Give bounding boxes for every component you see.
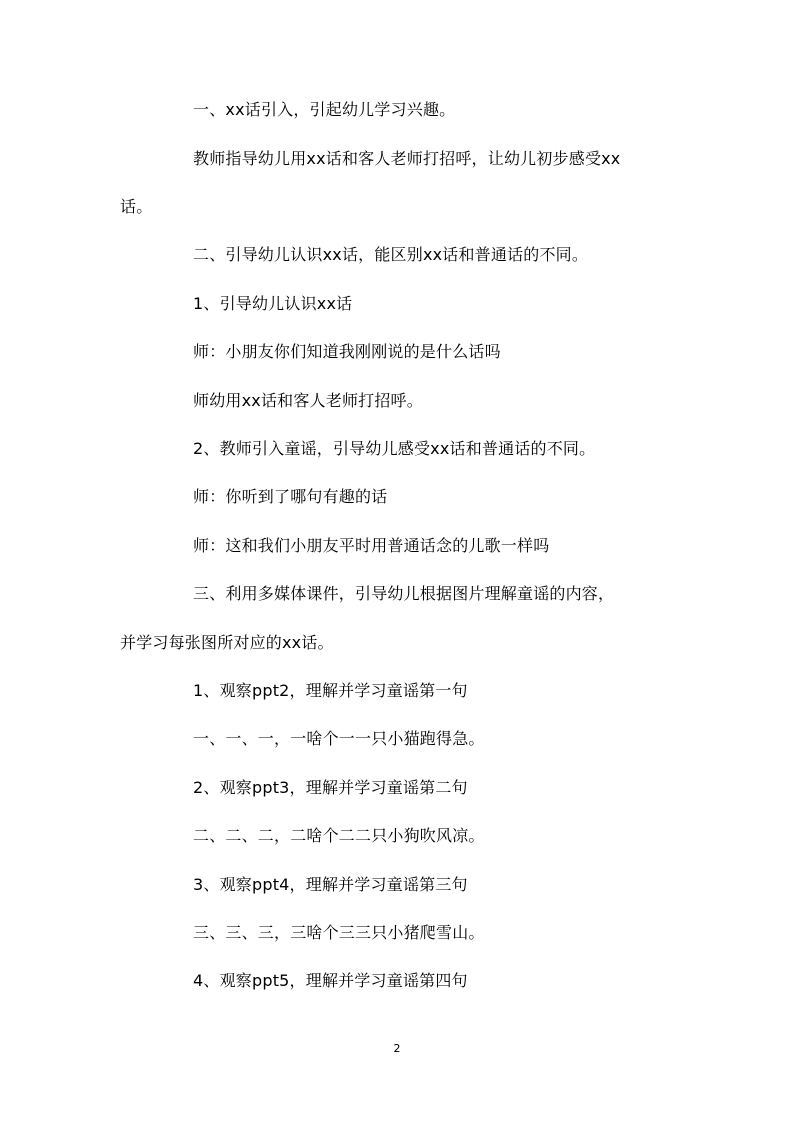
subsection-heading: 4、观察ppt5，理解并学习童谣第四句 — [193, 971, 468, 990]
section-heading-2: 二、引导幼儿认识xx话，能区别xx话和普通话的不同。 — [193, 245, 589, 264]
rhyme-line: 二、二、二，二啥个二二只小狗吹风凉。 — [193, 826, 485, 845]
subsection-heading: 2、观察ppt3，理解并学习童谣第二句 — [193, 778, 468, 797]
paragraph-line: 师幼用xx话和客人老师打招呼。 — [193, 391, 423, 410]
paragraph-line-continuation: 话。 — [120, 197, 153, 216]
subsection-heading: 1、观察ppt2，理解并学习童谣第一句 — [193, 681, 468, 700]
subsection-heading: 1、引导幼儿认识xx话 — [193, 294, 353, 313]
rhyme-line: 三、三、三，三啥个三三只小猪爬雪山。 — [193, 923, 485, 942]
paragraph-line: 师：小朋友你们知道我刚刚说的是什么话吗 — [193, 342, 501, 361]
subsection-heading: 2、教师引入童谣，引导幼儿感受xx话和普通话的不同。 — [193, 439, 596, 458]
section-heading-1: 一、xx话引入，引起幼儿学习兴趣。 — [193, 100, 456, 119]
rhyme-line: 一、一、一，一啥个一一只小猫跑得急。 — [193, 729, 485, 748]
paragraph-line: 师：这和我们小朋友平时用普通话念的儿歌一样吗 — [193, 536, 550, 555]
paragraph-line: 师：你听到了哪句有趣的话 — [193, 487, 388, 506]
paragraph-line: 教师指导幼儿用xx话和客人老师打招呼，让幼儿初步感受xx — [193, 149, 621, 168]
paragraph-line-continuation: 并学习每张图所对应的xx话。 — [120, 633, 334, 652]
section-heading-3: 三、利用多媒体课件，引导幼儿根据图片理解童谣的内容， — [193, 584, 615, 603]
page-number: 2 — [393, 1042, 401, 1055]
subsection-heading: 3、观察ppt4，理解并学习童谣第三句 — [193, 875, 468, 894]
